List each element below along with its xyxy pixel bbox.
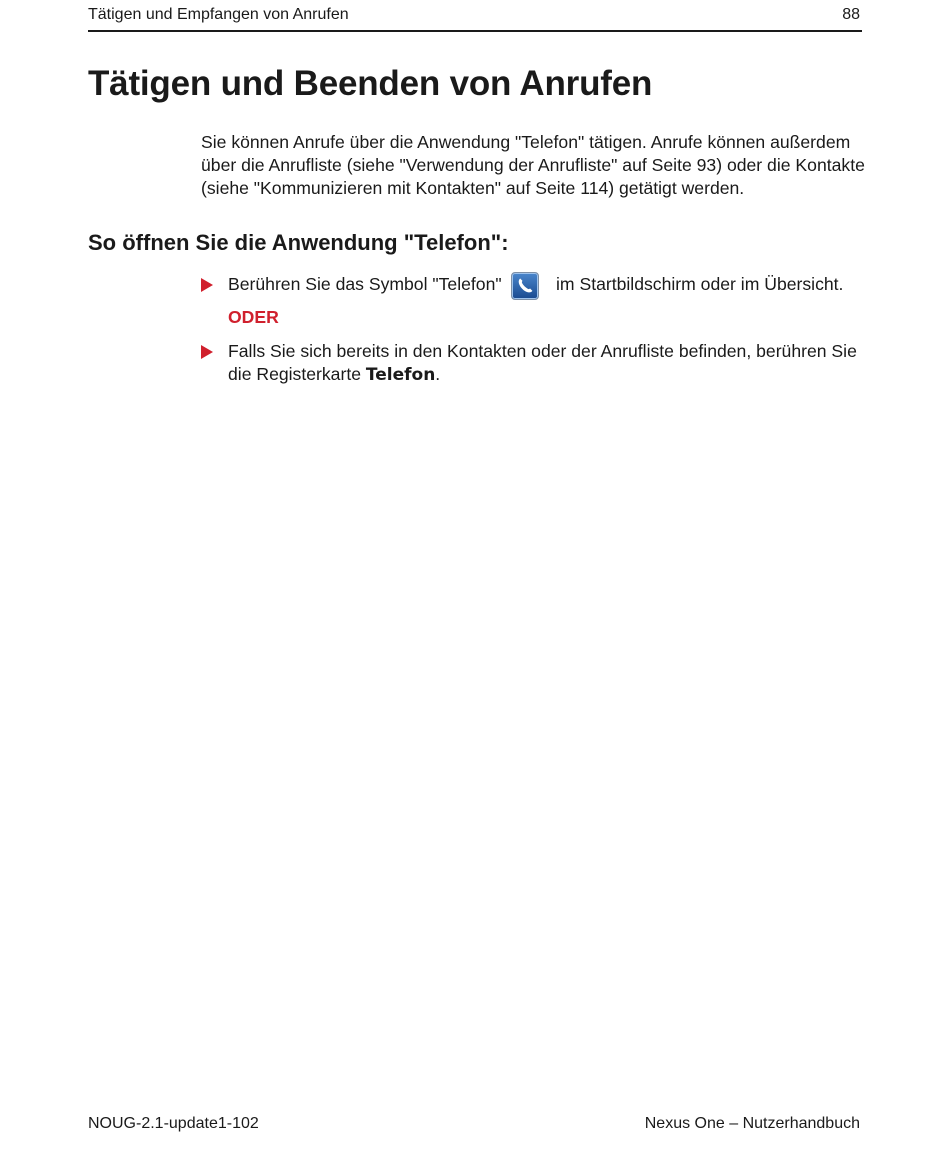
or-label: ODER	[228, 307, 279, 327]
page-number: 88	[842, 6, 860, 23]
step-2-end: .	[435, 364, 441, 384]
step-1-text-after-icon: im Startbildschirm oder im Übersicht.	[556, 274, 844, 294]
telefon-tab-name: Telefon	[365, 365, 436, 385]
document-title: Nexus One – Nutzerhandbuch	[644, 1115, 860, 1132]
running-header	[88, 4, 862, 32]
procedure-step-2	[228, 340, 868, 387]
intro-paragraph: Sie können Anrufe über die Anwendung "Telefon" tätigen. Anrufe können außerdem über die Anrufliste (siehe "Verwendung der Anrufliste" auf Seite 93) oder die Kontakte (siehe "Kommunizieren mit Kontakten" auf Seite 114) getätigt werden.	[201, 132, 865, 198]
phone-app-icon	[511, 272, 539, 300]
chapter-title: Tätigen und Beenden von Anrufen	[88, 64, 653, 103]
procedure-heading: So öffnen Sie die Anwendung "Telefon":	[88, 230, 509, 255]
step-1-text-before-icon: Berühren Sie das Symbol "Telefon"	[228, 274, 502, 294]
bullet-arrow-icon	[201, 345, 213, 359]
step-2-text: Falls Sie sich bereits in den Kontakten oder der Anrufliste befinden, berühren Sie die Registerkarte	[228, 341, 857, 384]
bullet-arrow-icon	[201, 278, 213, 292]
header-section-title: Tätigen und Empfangen von Anrufen	[88, 6, 349, 23]
document-id: NOUG-2.1-update1-102	[88, 1115, 259, 1132]
